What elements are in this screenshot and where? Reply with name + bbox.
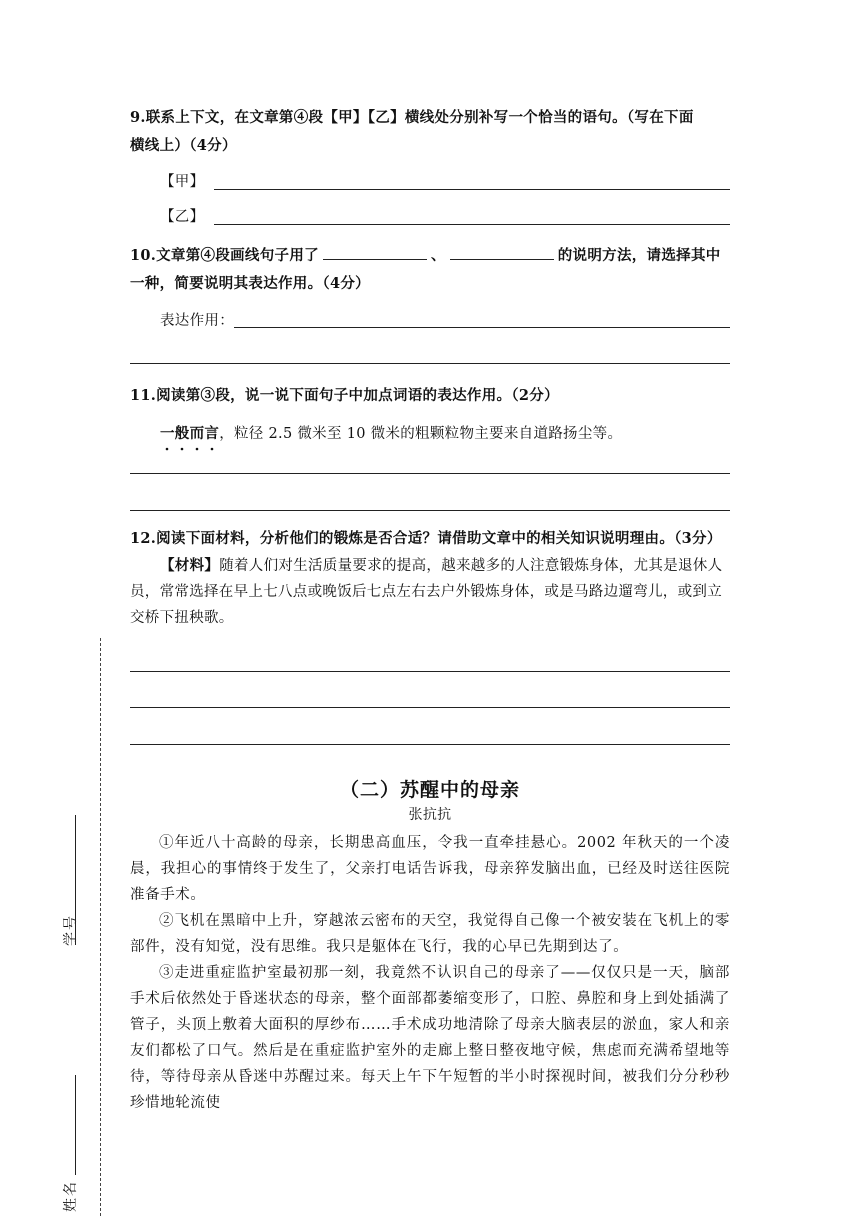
q12-answer-line-1[interactable] bbox=[130, 671, 730, 672]
jia-label: 【甲】 bbox=[160, 174, 205, 190]
question-10-separator: 、 bbox=[430, 247, 446, 264]
article-author: 张抗抗 bbox=[408, 807, 452, 823]
material-tag: 【材料】 bbox=[160, 557, 220, 574]
method-blank-1[interactable] bbox=[323, 245, 427, 260]
emphasis-dots bbox=[160, 446, 222, 452]
q11-answer-line-2[interactable] bbox=[130, 510, 730, 511]
question-12: 12.阅读下面材料，分析他们的锻炼是否合适？请借助文章中的相关知识说明理由。（3分） bbox=[130, 530, 722, 547]
question-10 bbox=[130, 242, 730, 298]
material-line3: 交桥下扭秧歌。 bbox=[130, 610, 234, 626]
article-paragraph-2: ②飞机在黑暗中上升，穿越浓云密布的天空，我觉得自己像一个被安装在飞机上的零部件，没有知觉，没有思维。我只是躯体在飞行，我的心早已先期到达了。 bbox=[130, 913, 730, 955]
yi-answer-line[interactable] bbox=[214, 224, 730, 225]
question-11: 11.阅读第③段，说一说下面句子中加点词语的表达作用。（2分） bbox=[130, 387, 559, 404]
student-number-line[interactable] bbox=[75, 815, 76, 945]
material-line2: 员，常常选择在早上七八点或晚饭后七点左右去户外锻炼身体，或是马路边遛弯儿，或到立 bbox=[130, 584, 722, 600]
dotted-phrase: 一般而言 bbox=[160, 426, 219, 442]
q11-answer-line-1[interactable] bbox=[130, 473, 730, 474]
name-line[interactable] bbox=[75, 1075, 76, 1175]
question-10-suffix: 的说明方法，请选择其中 bbox=[557, 247, 721, 264]
student-number-label: 学号 bbox=[63, 914, 79, 946]
article-paragraph-1: ①年近八十高龄的母亲，长期患高血压，令我一直牵挂悬心。2002 年秋天的一个凌晨，我担心的事情终于发生了，父亲打电话告诉我，母亲猝发脑出血，已经及时送往医院准备手术。 bbox=[130, 835, 730, 903]
article-body bbox=[130, 830, 730, 1116]
article-title: （二）苏醒中的母亲 bbox=[339, 779, 520, 801]
question-11-sentence-rest: ，粒径 2.5 微米至 10 微米的粗颗粒物主要来自道路扬尘等。 bbox=[219, 426, 623, 442]
question-9 bbox=[130, 104, 730, 160]
q12-answer-line-2[interactable] bbox=[130, 707, 730, 708]
binding-cut-line bbox=[100, 638, 101, 1216]
jia-answer-line[interactable] bbox=[214, 189, 730, 190]
method-blank-2[interactable] bbox=[450, 245, 554, 260]
article-paragraph-3: ③走进重症监护室最初那一刻，我竟然不认识自己的母亲了——仅仅只是一天，脑部手术后依然处于昏迷状态的母亲，整个面部都萎缩变形了，口腔、鼻腔和身上到处插满了管子，头顶上敷着大面积的厚纱布……手术成功地清除了母亲大脑表层的淤血，家人和亲友们都松了口气。然后是在重症监护室外的走廊上整日整夜地守候，焦虑而充满希望地等待，等待母亲从昏迷中苏醒过来。每天上午下午短暂的半小时探视时间，被我们分分秒秒珍惜地轮流使 bbox=[130, 965, 730, 1111]
question-11-sentence bbox=[160, 420, 622, 448]
name-label: 姓名 bbox=[63, 1180, 79, 1212]
expression-answer-line-1[interactable] bbox=[234, 327, 730, 328]
material-line1: 随着人们对生活质量要求的提高，越来越多的人注意锻炼身体，尤其是退休人 bbox=[219, 558, 723, 574]
question-9-line1: 9.联系上下文，在文章第④段【甲】【乙】横线处分别补写一个恰当的语句。（写在下面 bbox=[130, 109, 694, 126]
expression-answer-line-2[interactable] bbox=[130, 363, 730, 364]
expression-effect-label: 表达作用： bbox=[160, 313, 234, 329]
question-10-prefix: 10.文章第④段画线句子用了 bbox=[130, 247, 319, 264]
yi-label: 【乙】 bbox=[160, 209, 205, 225]
question-10-line2: 一种，简要说明其表达作用。（4分） bbox=[130, 275, 370, 292]
question-9-line2: 横线上）（4分） bbox=[130, 137, 237, 154]
q12-answer-line-3[interactable] bbox=[130, 744, 730, 745]
material-block bbox=[130, 553, 730, 631]
